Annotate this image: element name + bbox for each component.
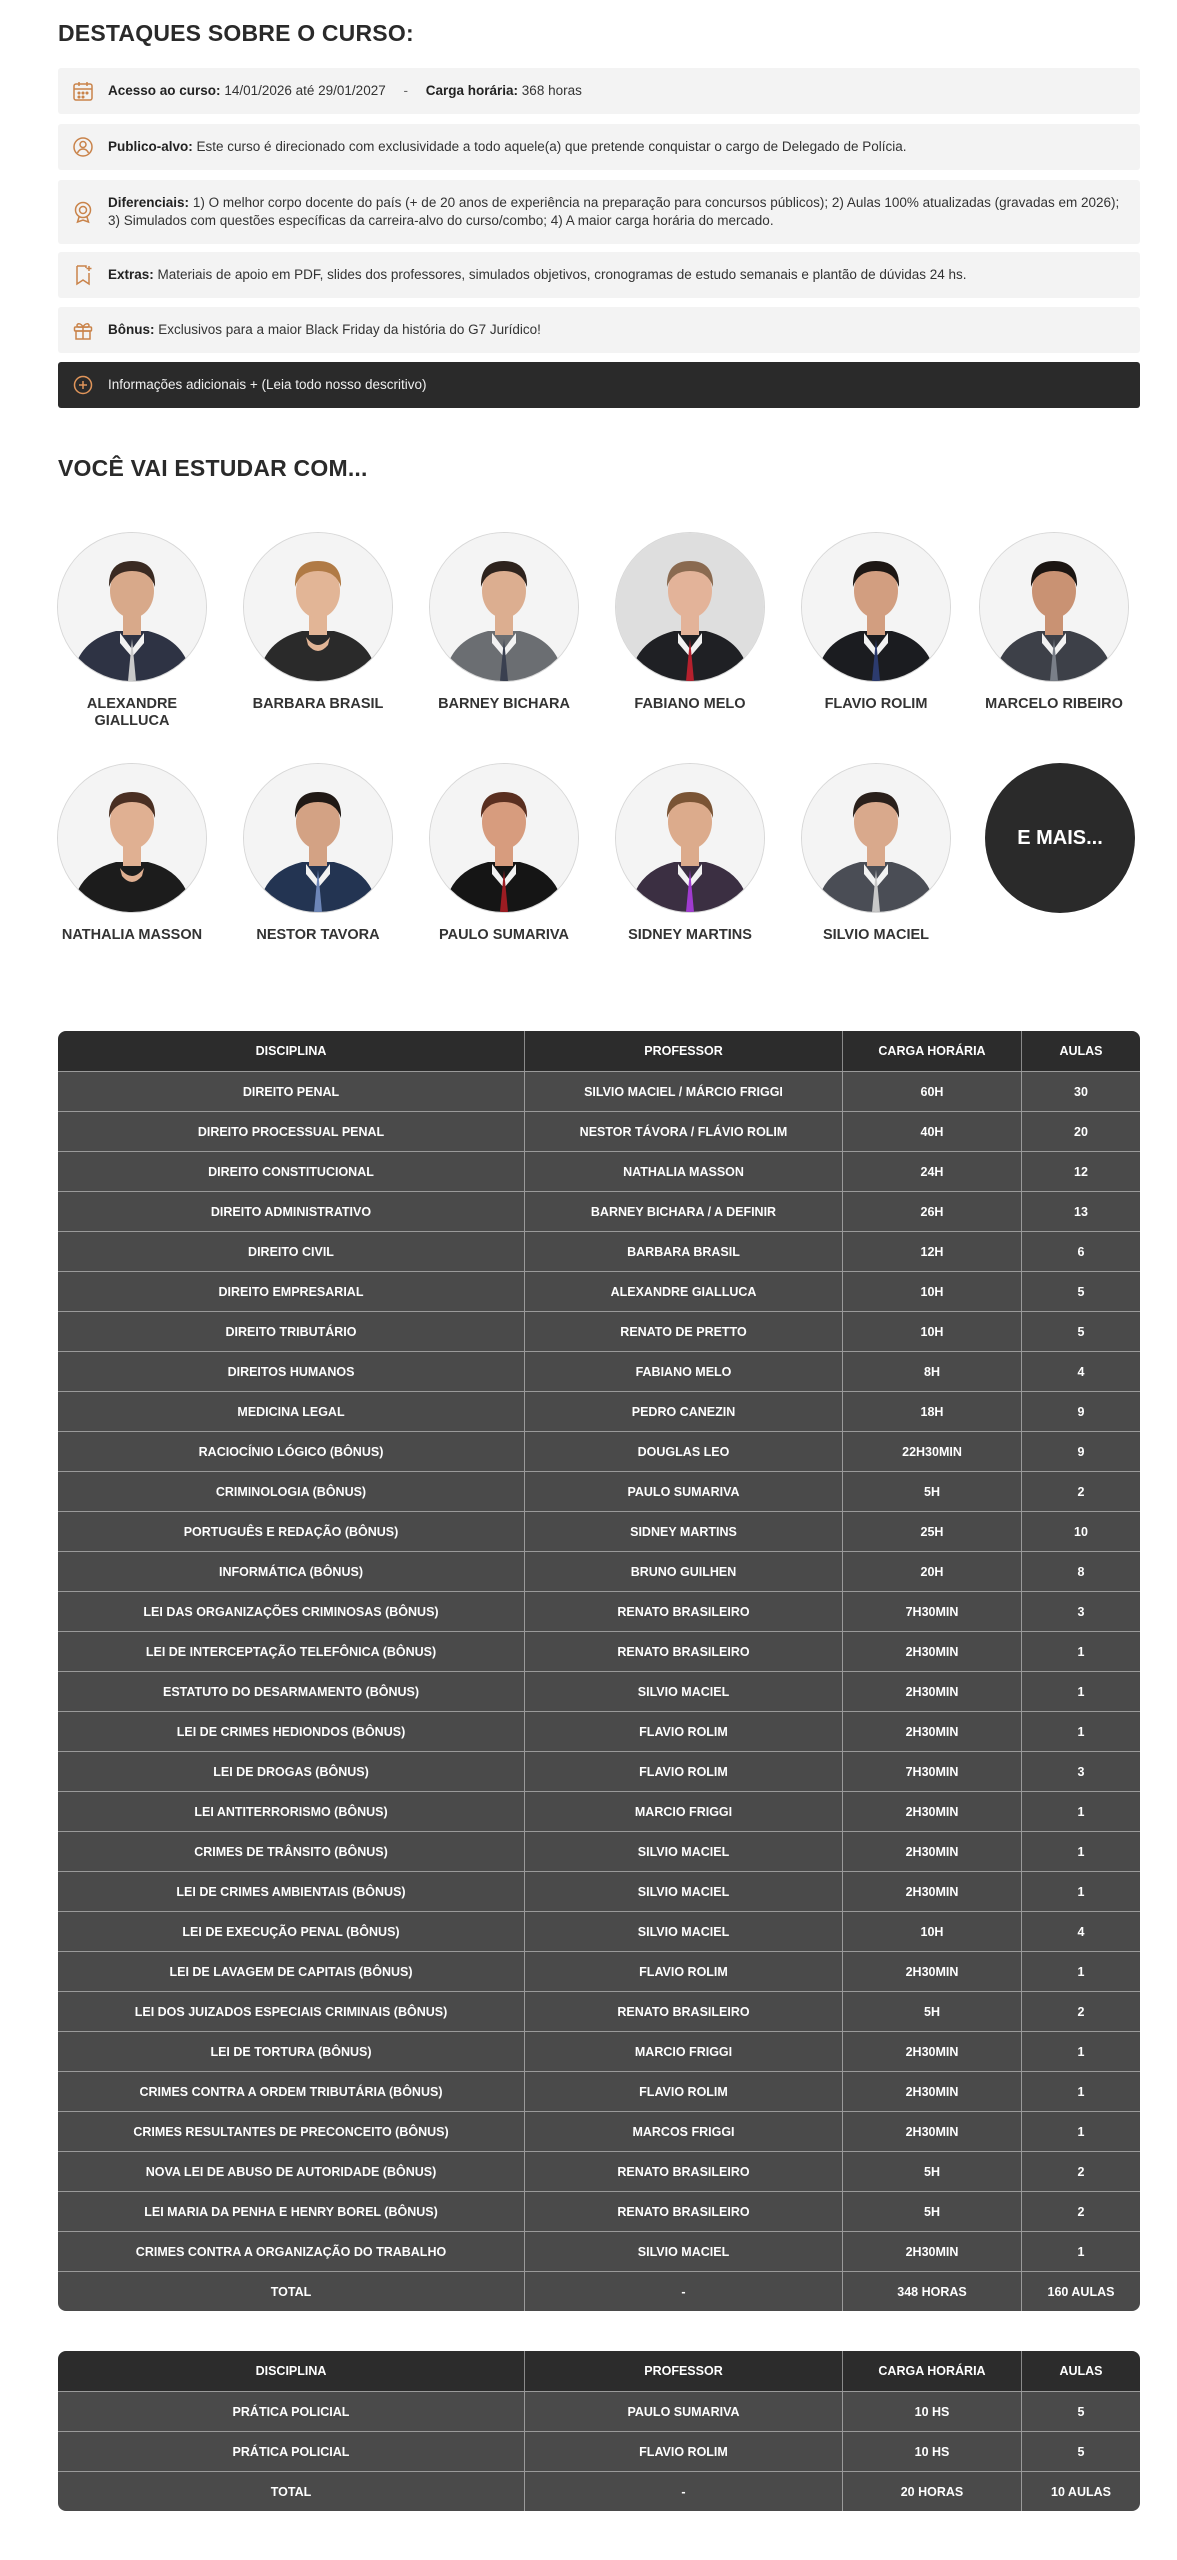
table-cell: TOTAL (58, 2271, 525, 2311)
table-cell: 2H30MIN (843, 1711, 1022, 1751)
table-row (58, 2191, 1140, 2231)
teacher-name: PAULO SUMARIVA (439, 927, 569, 943)
table-cell: DIREITO ADMINISTRATIVO (58, 1191, 525, 1231)
table-row (58, 1751, 1140, 1791)
table-cell: 9 (1022, 1431, 1140, 1471)
table-cell: 8H (843, 1351, 1022, 1391)
table-row (58, 1191, 1140, 1231)
table-cell: RENATO BRASILEIRO (525, 1631, 843, 1671)
table-cell: SILVIO MACIEL (525, 1831, 843, 1871)
audience-label: Publico-alvo: (108, 139, 193, 154)
table-cell: 1 (1022, 2231, 1140, 2271)
teacher-name: FLAVIO ROLIM (824, 696, 928, 712)
column-header: CARGA HORÁRIA (843, 1031, 1022, 1071)
table-cell: 20H (843, 1551, 1022, 1591)
table-cell: 1 (1022, 1831, 1140, 1871)
table-cell: FLAVIO ROLIM (525, 2071, 843, 2111)
more-info-toggle[interactable] (58, 362, 1140, 408)
table-cell: PAULO SUMARIVA (525, 2391, 843, 2431)
table-cell: 1 (1022, 2031, 1140, 2071)
teacher-photo (57, 532, 207, 682)
table-cell: FLAVIO ROLIM (525, 1711, 843, 1751)
table-cell: 3 (1022, 1591, 1140, 1631)
table-cell: 5 (1022, 1311, 1140, 1351)
teacher-photo (801, 763, 951, 913)
table-cell: 26H (843, 1191, 1022, 1231)
table-cell: 12H (843, 1231, 1022, 1271)
table-cell: 160 AULAS (1022, 2271, 1140, 2311)
teacher-card[interactable] (52, 763, 212, 944)
table-cell: 5H (843, 1471, 1022, 1511)
table-cell: 2H30MIN (843, 1871, 1022, 1911)
table-cell: 10H (843, 1271, 1022, 1311)
table-cell: DIREITO EMPRESARIAL (58, 1271, 525, 1311)
table-cell: LEI DOS JUIZADOS ESPECIAIS CRIMINAIS (BÔNUS) (58, 1991, 525, 2031)
table-row (58, 2391, 1140, 2431)
table-cell: 2 (1022, 1471, 1140, 1511)
courses-table (58, 1031, 1140, 2311)
table-cell: 2 (1022, 2191, 1140, 2231)
bookmark-plus-icon (58, 264, 108, 286)
table-cell: CRIMES DE TRÂNSITO (BÔNUS) (58, 1831, 525, 1871)
table-cell: 9 (1022, 1391, 1140, 1431)
table-cell: MARCIO FRIGGI (525, 2031, 843, 2071)
table-cell: 2H30MIN (843, 2231, 1022, 2271)
table-cell: FABIANO MELO (525, 1351, 843, 1391)
table-cell: 10 (1022, 1511, 1140, 1551)
table-cell: MARCOS FRIGGI (525, 2111, 843, 2151)
table-cell: LEI DE DROGAS (BÔNUS) (58, 1751, 525, 1791)
table-cell: DIREITO TRIBUTÁRIO (58, 1311, 525, 1351)
teacher-photo (243, 532, 393, 682)
table-row (58, 2431, 1140, 2471)
table-row (58, 1951, 1140, 1991)
teacher-name: BARNEY BICHARA (438, 696, 570, 712)
table-cell: 2H30MIN (843, 1791, 1022, 1831)
teacher-photo (429, 763, 579, 913)
table-cell: NESTOR TÁVORA / FLÁVIO ROLIM (525, 1111, 843, 1151)
teacher-photo (615, 763, 765, 913)
more-teachers-badge[interactable] (980, 763, 1140, 913)
table-cell: BARBARA BRASIL (525, 1231, 843, 1271)
access-value: 14/01/2026 até 29/01/2027 (224, 83, 386, 98)
table-cell: 20 HORAS (843, 2471, 1022, 2511)
column-header: DISCIPLINA (58, 1031, 525, 1071)
teacher-name: FABIANO MELO (634, 696, 746, 712)
table-cell: 20 (1022, 1111, 1140, 1151)
table-cell: 40H (843, 1111, 1022, 1151)
table-cell: 10 HS (843, 2391, 1022, 2431)
table-row (58, 1791, 1140, 1831)
table-cell: INFORMÁTICA (BÔNUS) (58, 1551, 525, 1591)
table-cell: TOTAL (58, 2471, 525, 2511)
table-cell: RENATO BRASILEIRO (525, 1591, 843, 1631)
table-cell: 348 HORAS (843, 2271, 1022, 2311)
table-cell: LEI DE CRIMES AMBIENTAIS (BÔNUS) (58, 1871, 525, 1911)
teacher-photo (979, 532, 1129, 682)
teacher-card[interactable] (238, 763, 398, 944)
table-cell: 2H30MIN (843, 2111, 1022, 2151)
column-header: AULAS (1022, 1031, 1140, 1071)
table-cell: 2H30MIN (843, 1951, 1022, 1991)
table-cell: RENATO BRASILEIRO (525, 2151, 843, 2191)
table-row (58, 1271, 1140, 1311)
table-row (58, 1151, 1140, 1191)
table-cell: 8 (1022, 1551, 1140, 1591)
target-user-icon (58, 136, 108, 158)
teacher-card[interactable] (796, 532, 956, 713)
bonus-highlight (58, 307, 1140, 353)
table-cell: DIREITO CIVIL (58, 1231, 525, 1271)
table-cell: MARCIO FRIGGI (525, 1791, 843, 1831)
differentials-value: 1) O melhor corpo docente do país (+ de 20 anos de experiência na preparação para concursos públicos); 2) Aulas 100% atualizadas (gravadas em 2026); 3) Simulados com questões específicas da carreira-alvo do curso/combo; 4) A maior carga horária do mercado. (108, 195, 1120, 228)
table-cell: PAULO SUMARIVA (525, 1471, 843, 1511)
teacher-photo (57, 763, 207, 913)
table-cell: 2H30MIN (843, 1671, 1022, 1711)
teacher-name: SILVIO MACIEL (822, 927, 930, 943)
table-cell: DOUGLAS LEO (525, 1431, 843, 1471)
table-cell: MEDICINA LEGAL (58, 1391, 525, 1431)
table-cell: DIREITO PENAL (58, 1071, 525, 1111)
column-header: CARGA HORÁRIA (843, 2351, 1022, 2391)
teacher-photo (243, 763, 393, 913)
table-cell: 7H30MIN (843, 1751, 1022, 1791)
bonus-value: Exclusivos para a maior Black Friday da história do G7 Jurídico! (158, 322, 541, 337)
table-row (58, 1831, 1140, 1871)
table-cell: 18H (843, 1391, 1022, 1431)
table-cell: BARNEY BICHARA / A DEFINIR (525, 1191, 843, 1231)
extras-label: Extras: (108, 267, 154, 282)
table-row (58, 1551, 1140, 1591)
more-teachers-label: E MAIS... (985, 763, 1135, 913)
table-cell: LEI DE TORTURA (BÔNUS) (58, 2031, 525, 2071)
table-row (58, 2071, 1140, 2111)
table-cell: SILVIO MACIEL (525, 1911, 843, 1951)
table-cell: CRIMINOLOGIA (BÔNUS) (58, 1471, 525, 1511)
table-cell: 2 (1022, 1991, 1140, 2031)
table-cell: 10 AULAS (1022, 2471, 1140, 2511)
table-cell: 10H (843, 1911, 1022, 1951)
table-cell: DIREITO CONSTITUCIONAL (58, 1151, 525, 1191)
table-cell: 5 (1022, 1271, 1140, 1311)
table-row (58, 2231, 1140, 2271)
table-cell: SIDNEY MARTINS (525, 1511, 843, 1551)
audience-highlight (58, 124, 1140, 170)
table-row (58, 2111, 1140, 2151)
extras-value: Materiais de apoio em PDF, slides dos professores, simulados objetivos, cronogramas de estudo semanais e plantão de dúvidas 24 hs. (157, 267, 967, 282)
workload-label: Carga horária: (425, 83, 519, 98)
table-row (58, 1351, 1140, 1391)
teacher-card[interactable] (610, 763, 770, 944)
table-cell: 60H (843, 1071, 1022, 1111)
workload-value: 368 horas (521, 83, 582, 98)
column-header: PROFESSOR (525, 2351, 843, 2391)
table-row (58, 2031, 1140, 2071)
teacher-name: BARBARA BRASIL (252, 696, 384, 712)
table-cell: 5H (843, 2151, 1022, 2191)
teacher-name: MARCELO RIBEIRO (985, 696, 1123, 712)
separator: - (403, 83, 408, 98)
table-header-row (58, 2351, 1140, 2391)
table-cell: DIREITOS HUMANOS (58, 1351, 525, 1391)
table-row (58, 1711, 1140, 1751)
table-cell: - (525, 2271, 843, 2311)
table-cell: NOVA LEI DE ABUSO DE AUTORIDADE (BÔNUS) (58, 2151, 525, 2191)
table-cell: 3 (1022, 1751, 1140, 1791)
table-cell: LEI DAS ORGANIZAÇÕES CRIMINOSAS (BÔNUS) (58, 1591, 525, 1631)
table-cell: ALEXANDRE GIALLUCA (525, 1271, 843, 1311)
total-row (58, 2271, 1140, 2311)
extras-highlight (58, 252, 1140, 298)
teacher-card[interactable] (796, 763, 956, 944)
table-cell: 30 (1022, 1071, 1140, 1111)
table-row (58, 1511, 1140, 1551)
table-cell: 5H (843, 2191, 1022, 2231)
table-row (58, 1991, 1140, 2031)
table-cell: 22H30MIN (843, 1431, 1022, 1471)
gift-icon (58, 319, 108, 341)
table-cell: RENATO BRASILEIRO (525, 2191, 843, 2231)
table-cell: 25H (843, 1511, 1022, 1551)
more-info-label: Informações adicionais + (Leia todo nosso descritivo) (108, 377, 427, 392)
table-row (58, 1071, 1140, 1111)
table-row (58, 1111, 1140, 1151)
practice-table (58, 2351, 1140, 2511)
teacher-card[interactable] (52, 532, 212, 730)
teacher-name: SIDNEY MARTINS (628, 927, 752, 943)
table-cell: 4 (1022, 1351, 1140, 1391)
table-cell: NATHALIA MASSON (525, 1151, 843, 1191)
table-cell: FLAVIO ROLIM (525, 1951, 843, 1991)
table-cell: SILVIO MACIEL (525, 2231, 843, 2271)
table-cell: 10H (843, 1311, 1022, 1351)
teacher-photo (429, 532, 579, 682)
table-cell: 24H (843, 1151, 1022, 1191)
table-cell: 2H30MIN (843, 2071, 1022, 2111)
table-cell: 1 (1022, 1671, 1140, 1711)
teacher-card[interactable] (238, 532, 398, 713)
table-header-row (58, 1031, 1140, 1071)
table-cell: LEI DE LAVAGEM DE CAPITAIS (BÔNUS) (58, 1951, 525, 1991)
table-cell: SILVIO MACIEL / MÁRCIO FRIGGI (525, 1071, 843, 1111)
access-label: Acesso ao curso: (108, 83, 221, 98)
table-cell: 1 (1022, 1631, 1140, 1671)
table-row (58, 1911, 1140, 1951)
table-cell: PEDRO CANEZIN (525, 1391, 843, 1431)
table-cell: 5 (1022, 2391, 1140, 2431)
table-cell: 2H30MIN (843, 1631, 1022, 1671)
table-cell: 1 (1022, 2111, 1140, 2151)
table-row (58, 1231, 1140, 1271)
table-cell: RENATO DE PRETTO (525, 1311, 843, 1351)
table-cell: 1 (1022, 1711, 1140, 1751)
access-highlight (58, 68, 1140, 114)
table-cell: PRÁTICA POLICIAL (58, 2431, 525, 2471)
table-cell: SILVIO MACIEL (525, 1871, 843, 1911)
bonus-label: Bônus: (108, 322, 155, 337)
table-cell: LEI MARIA DA PENHA E HENRY BOREL (BÔNUS) (58, 2191, 525, 2231)
table-cell: BRUNO GUILHEN (525, 1551, 843, 1591)
teachers-title: VOCÊ VAI ESTUDAR COM... (58, 455, 368, 481)
highlights-title: DESTAQUES SOBRE O CURSO: (58, 20, 414, 46)
table-cell: 10 HS (843, 2431, 1022, 2471)
medal-icon (58, 200, 108, 224)
table-cell: LEI DE CRIMES HEDIONDOS (BÔNUS) (58, 1711, 525, 1751)
table-cell: 2H30MIN (843, 2031, 1022, 2071)
table-cell: 1 (1022, 2071, 1140, 2111)
teacher-name: NESTOR TAVORA (256, 927, 380, 943)
table-cell: SILVIO MACIEL (525, 1671, 843, 1711)
table-cell: 4 (1022, 1911, 1140, 1951)
table-row (58, 1391, 1140, 1431)
calendar-icon (58, 80, 108, 102)
table-row (58, 1871, 1140, 1911)
table-cell: 1 (1022, 1871, 1140, 1911)
column-header: AULAS (1022, 2351, 1140, 2391)
table-cell: LEI DE INTERCEPTAÇÃO TELEFÔNICA (BÔNUS) (58, 1631, 525, 1671)
table-row (58, 1631, 1140, 1671)
column-header: DISCIPLINA (58, 2351, 525, 2391)
teacher-card[interactable] (974, 532, 1134, 713)
audience-value: Este curso é direcionado com exclusividade a todo aquele(a) que pretende conquistar o cargo de Delegado de Polícia. (196, 139, 907, 154)
table-cell: FLAVIO ROLIM (525, 1751, 843, 1791)
teacher-name: ALEXANDRE GIALLUCA (86, 696, 178, 729)
table-cell: - (525, 2471, 843, 2511)
differentials-label: Diferenciais: (108, 195, 190, 210)
table-cell: FLAVIO ROLIM (525, 2431, 843, 2471)
table-cell: CRIMES CONTRA A ORDEM TRIBUTÁRIA (BÔNUS) (58, 2071, 525, 2111)
column-header: PROFESSOR (525, 1031, 843, 1071)
table-cell: RENATO BRASILEIRO (525, 1991, 843, 2031)
teacher-card[interactable] (610, 532, 770, 713)
table-cell: 6 (1022, 1231, 1140, 1271)
table-row (58, 1471, 1140, 1511)
table-cell: 7H30MIN (843, 1591, 1022, 1631)
table-cell: CRIMES CONTRA A ORGANIZAÇÃO DO TRABALHO (58, 2231, 525, 2271)
table-cell: 2H30MIN (843, 1831, 1022, 1871)
table-cell: LEI ANTITERRORISMO (BÔNUS) (58, 1791, 525, 1831)
teacher-card[interactable] (424, 763, 584, 944)
table-cell: 13 (1022, 1191, 1140, 1231)
table-cell: 5H (843, 1991, 1022, 2031)
table-row (58, 1671, 1140, 1711)
table-cell: 5 (1022, 2431, 1140, 2471)
table-row (58, 1591, 1140, 1631)
table-cell: LEI DE EXECUÇÃO PENAL (BÔNUS) (58, 1911, 525, 1951)
table-row (58, 2151, 1140, 2191)
table-cell: 12 (1022, 1151, 1140, 1191)
table-cell: RACIOCÍNIO LÓGICO (BÔNUS) (58, 1431, 525, 1471)
table-cell: ESTATUTO DO DESARMAMENTO (BÔNUS) (58, 1671, 525, 1711)
teacher-photo (615, 532, 765, 682)
table-cell: 2 (1022, 2151, 1140, 2191)
teacher-photo (801, 532, 951, 682)
table-cell: CRIMES RESULTANTES DE PRECONCEITO (BÔNUS) (58, 2111, 525, 2151)
table-cell: PORTUGUÊS E REDAÇÃO (BÔNUS) (58, 1511, 525, 1551)
table-cell: 1 (1022, 1791, 1140, 1831)
table-cell: PRÁTICA POLICIAL (58, 2391, 525, 2431)
table-row (58, 1431, 1140, 1471)
table-cell: DIREITO PROCESSUAL PENAL (58, 1111, 525, 1151)
plus-circle-icon (58, 374, 108, 396)
table-row (58, 1311, 1140, 1351)
differentials-highlight (58, 180, 1140, 244)
teacher-name: NATHALIA MASSON (61, 927, 203, 943)
teacher-card[interactable] (424, 532, 584, 713)
table-cell: 1 (1022, 1951, 1140, 1991)
total-row (58, 2471, 1140, 2511)
